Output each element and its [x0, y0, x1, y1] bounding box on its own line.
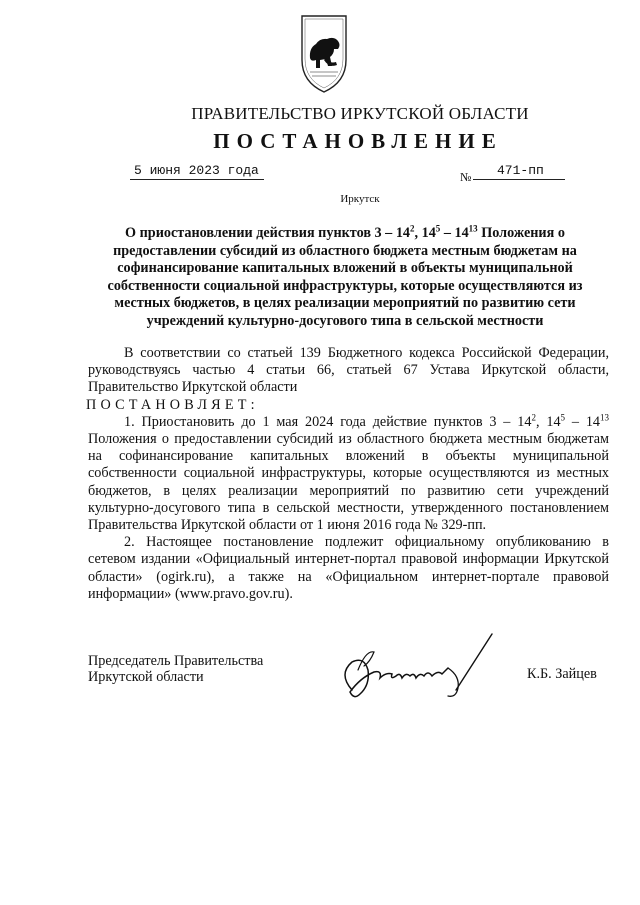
document-number: 471-пп: [473, 163, 565, 180]
handwritten-signature: [330, 630, 500, 712]
document-date: 5 июня 2023 года: [130, 163, 264, 180]
document-body: [88, 345, 609, 603]
city: Иркутск: [340, 193, 380, 205]
issuing-authority: ПРАВИТЕЛЬСТВО ИРКУТСКОЙ ОБЛАСТИ: [191, 104, 529, 123]
resolves-heading: ПОСТАНОВЛЯЕТ:: [86, 396, 259, 413]
coat-of-arms-icon: [296, 8, 352, 96]
document-type: ПОСТАНОВЛЕНИЕ: [213, 129, 503, 153]
preamble: В соответствии со статьей 139 Бюджетного кодекса Российской Федерации, руководствуясь частью 4 статьи 66, статьей 67 Устава Иркутской области, Правительство Иркутской области: [88, 345, 609, 396]
paragraph-2: 2. Настоящее постановление подлежит официальному опубликованию в сетевом издании «Официальный интернет-портал правовой информации Иркутской области» (ogirk.ru), а также на «Официальном интернет-портале правовой информации» (www.pravo.gov.ru).: [88, 534, 609, 602]
signatory-position: Председатель Правительства Иркутской области: [88, 653, 264, 685]
paragraph-1: 1. Приостановить до 1 мая 2024 года действие пунктов $3 - 14^2$, $14^5 - 14^{13}$ Положения о предоставлении субсидий из областного бюджета местным бюджетам на софинансирование капитальных вложений в объекты муниципальной собственности социальной инфраструктуры, которые осуществляются из местных бюджетов, в целях реализации мероприятий по развитию сети учреждений культурно-досугового типа в сельской местности, утвержденного постановлением Правительства Иркутской области от 1 июня 2016 года № 329-пп.: [88, 412, 610, 534]
signatory-name: К.Б. Зайцев: [527, 666, 597, 682]
number-sign: №: [460, 170, 472, 184]
document-title: О приостановлении действия пунктов $3 - 14^2$, $14^5 - 14^{13}$ Положения о предоставлении субсидий из областного бюджета местным бюджетам на софинансирование капитальных вложений в объекты муниципальной собственности социальной инфраструктуры, которые осуществляются из местных бюджетов, в целях реализации мероприятий по развитию сети учреждений культурно-досугового типа в сельской местности: [107, 223, 583, 329]
